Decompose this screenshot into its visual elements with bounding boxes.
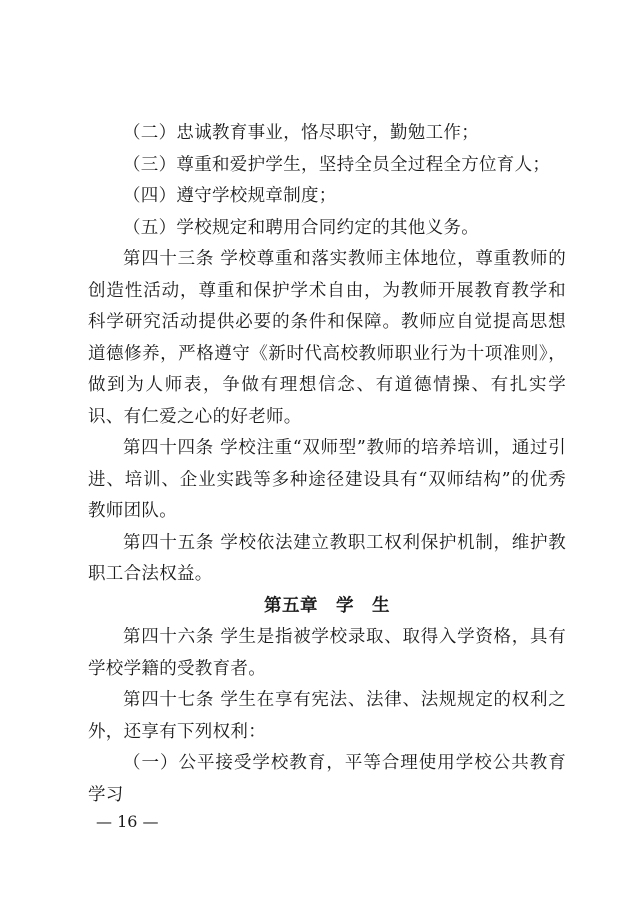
paragraph-duty-4: （四）遵守学校规章制度； — [123, 186, 337, 206]
paragraph-article-43: 第四十三条 学校尊重和落实教师主体地位，尊重教师的创造性活动，尊重和保护学术自由，为教师开展教育教学和科学研究活动提供必要的条件和保障。教师应自觉提高思想道德修养，严格遵守《新时代高校教师职业行为十项准则》，做到为人师表，争做有理想信念、有道德情操、有扎实学识、有仁爱之心的好老师。 — [88, 249, 566, 427]
paragraph-duty-2: （二）忠诚教育事业，恪尽职守，勤勉工作； — [123, 123, 479, 143]
paragraph-duty-3: （三）尊重和爱护学生，坚持全员全过程全方位育人； — [123, 154, 551, 175]
document-body — [88, 118, 566, 811]
paragraph-article-47: 第四十七条 学生在享有宪法、法律、法规规定的权利之外，还享有下列权利： — [88, 690, 566, 742]
paragraph-article-44: 第四十四条 学校注重“双师型”教师的培养培训，通过引进、培训、企业实践等多种途径建设具有“双师结构”的优秀教师团队。 — [88, 438, 566, 521]
paragraph-duty-5: （五）学校规定和聘用合同约定的其他义务。 — [123, 217, 479, 238]
paragraph-article-45: 第四十五条 学校依法建立教职工权利保护机制，维护教职工合法权益。 — [88, 532, 566, 584]
chapter-heading: 第五章 学 生 — [264, 595, 390, 616]
page-number: — 16 — — [96, 812, 159, 831]
paragraph-article-46: 第四十六条 学生是指被学校录取、取得入学资格，具有学校学籍的受教育者。 — [88, 627, 566, 679]
paragraph-right-1: （一）公平接受学校教育，平等合理使用学校公共教育学习 — [88, 753, 566, 805]
